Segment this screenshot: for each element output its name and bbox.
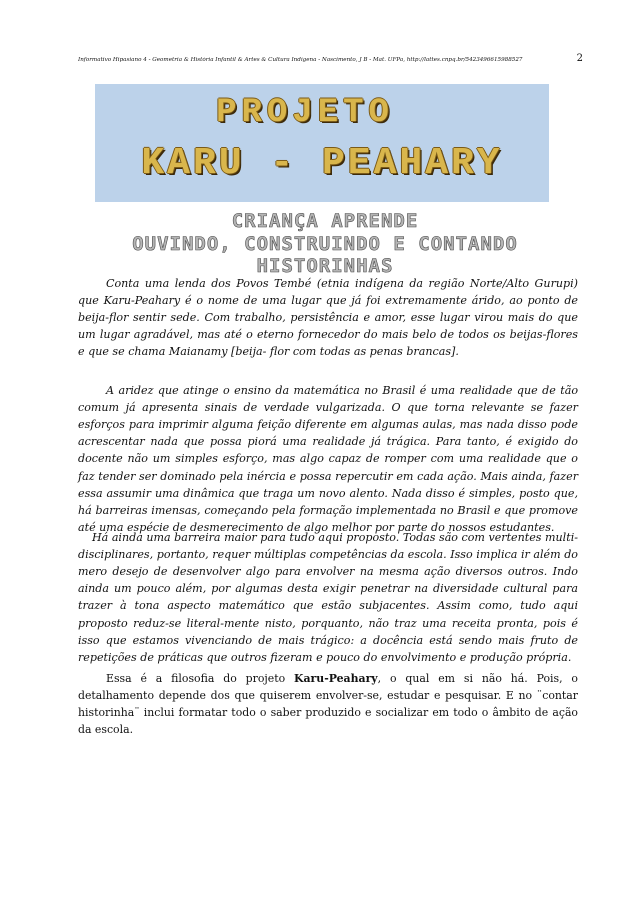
banner-title-line1: PROJETO	[216, 94, 394, 132]
paragraph-barrier: Há ainda uma barreira maior para tudo aqui proposto. Todas são com vertentes multi-disciplinares, portanto, requer múltiplas competências da escola. Isso implica ir além do mero desejo de desenvolver algo para envolver na mesma ação diversos outros. Indo ainda um pouco além, por algumas desta exigir penetrar na diversidade cultural para trazer à tona aspecto matemático que estão subjacentes. Assim como, tudo aqui proposto reduz-se literal-mente nisto, porquanto, não traz uma receita pronta, pois é isso que estamos vivenciando de mais trágico: a docência está sendo mais fruto de repetições de práticas que outros fizeram e pouco do envolvimento e produção própria.	[78, 531, 578, 664]
project-banner	[95, 84, 549, 202]
running-header: Informativo Hipasiano 4 - Geometria & História Infantil & Artes & Cultura Indígena - Nascimento, J B - Mat. UFPa, http://lattes.cnpq.br/5423496615988527	[78, 57, 523, 63]
banner-subtitle-1: CRIANÇA APRENDE	[231, 210, 419, 232]
philosophy-text-end: , o qual em si não há. Pois, o detalhamento depende dos que quiserem envolver-se, estudar e pesquisar. E no ¨contar historinha¨ inclui formatar todo o saber produzido e socializar em todo o âmbito de ação da escola.	[78, 671, 578, 737]
project-name-bold: Karu-Peahary	[294, 671, 378, 685]
page-number: 2	[576, 53, 583, 64]
banner-title-line2: KARU - PEAHARY	[141, 142, 503, 185]
philosophy-text-start: Essa é a filosofia do projeto	[106, 671, 295, 685]
paragraph-aridity: A aridez que atinge o ensino da matemática no Brasil é uma realidade que de tão comum já apresenta sinais de verdade vulgarizada. O que torna relevante se fazer esforços para imprimir alguma feição diferente em algumas aulas, mas nada disso pode acrescentar nada que possa piorá uma realidade já trágica. Para tanto, é exigido do docente não um simples esforço, mas algo capaz de romper com uma realidade que o faz tender ser dominado pela inércia e possa repercutir em cada ação. Mais ainda, fazer essa assumir uma dinâmica que traga um novo alento. Nada disso é simples, posto que, há barreiras imensas, começando pela formação implementada no Brasil e que promove até uma espécie de desmerecimento de algo melhor por parte do nossos estudantes.	[78, 384, 578, 534]
paragraph-legend: Conta uma lenda dos Povos Tembé (etnia indígena da região Norte/Alto Gurupi) que Karu-Peahary é o nome de uma lugar que já foi extremamente árido, ao ponto de beija-flor sentir sede. Com trabalho, persistência e amor, esse lugar virou mais do que um lugar agradável, mas até o eterno fornecedor do mais belo de todos os beijas-flores e que se chama Maianamy [beija- flor com todas as penas brancas].	[78, 277, 578, 359]
paragraph-philosophy	[78, 670, 578, 738]
banner-subtitle-2: OUVINDO, CONSTRUINDO E CONTANDO HISTORINHAS	[132, 233, 518, 277]
